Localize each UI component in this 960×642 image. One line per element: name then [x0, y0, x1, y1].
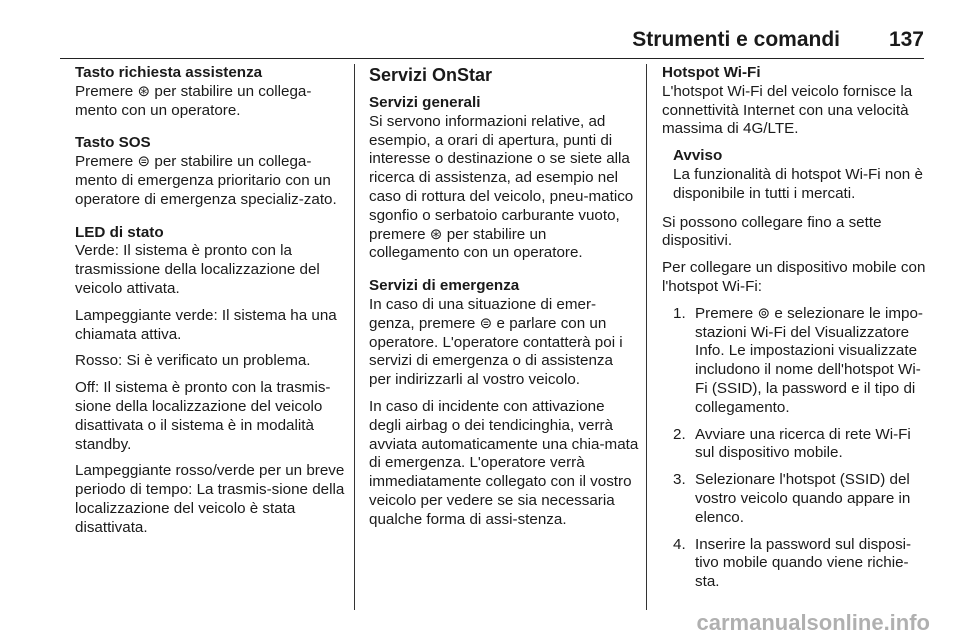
column-divider-left: [354, 64, 355, 610]
text-wifi-hotspot: L'hotspot Wi-Fi del veicolo fornisce la connettività Internet con una velocità massima di 4G/LTE.: [662, 82, 913, 138]
section-sos-button: [75, 134, 347, 209]
text-led-green-blinking: Lampeggiante verde: Il sistema ha una chiamata attiva.: [75, 306, 337, 343]
column-right: [662, 64, 930, 600]
page-header: [60, 24, 924, 59]
watermark: carmanualsonline.info: [696, 610, 930, 635]
text-note: La funzionalità di hotspot Wi-Fi non è disponibile in tutti i mercati.: [673, 165, 923, 202]
section-emergency-services: [369, 277, 639, 529]
text-led-red-green: Lampeggiante rosso/verde per un breve periodo di tempo: La trasmis-sione della localizzazione del veicolo è stata disattivata.: [75, 462, 345, 536]
section-assist-button: [75, 64, 347, 120]
section-general-services: [369, 94, 639, 263]
text-led-red: Rosso: Si è verificato un problema.: [75, 352, 311, 370]
heading-assist-button: Tasto richiesta assistenza: [75, 64, 263, 81]
text-led-green: Verde: Il sistema è pronto con la trasmissione della localizzazione del veicolo attivata.: [75, 242, 320, 297]
section-status-led: [75, 224, 347, 538]
page-title: Strumenti e comandi: [632, 28, 840, 51]
step-number: 2.: [673, 425, 686, 443]
heading-status-led: LED di stato: [75, 223, 164, 241]
step-number: 1.: [673, 304, 686, 322]
text-general-services: Si servono informazioni relative, ad esempio, a orari di apertura, punti di interesse o destinazione o se siete alla ricerca di assistenza, ad esempio nel caso di rottura del veicolo, pneu-matico sgonfio o serbatoio carburante vuoto, premere ⊛ per stabilire un collegamento con un operatore.: [369, 112, 634, 262]
heading-general-services: Servizi generali: [369, 94, 481, 111]
step-text: Avviare una ricerca di rete Wi-Fi sul dispositivo mobile.: [695, 425, 911, 462]
heading-wifi-hotspot: Hotspot Wi-Fi: [662, 64, 761, 81]
heading-sos-button: Tasto SOS: [75, 134, 151, 152]
column-left: [75, 64, 347, 552]
text-emergency-accident: In caso di incidente con attivazione degli airbag o dei tendicinghia, verrà avviata automaticamente una chia-mata di emergenza. L'operatore verrà immediatamente collegato con il vostro veicolo per vedere se sia necessaria qualche forma di assi-stenza.: [369, 397, 639, 528]
text-emergency-situation: In caso di una situazione di emer-genza, premere ⊜ e parlare con un operatore. L'operatore contatterà poi i servizi di emergenza o di assistenza per indirizzarli al vostro veicolo.: [369, 295, 623, 389]
list-item: [662, 536, 930, 592]
list-item: [662, 471, 930, 527]
text-max-devices: Si possono collegare fino a sette dispositivi.: [662, 213, 882, 250]
step-text: Inserire la password sul disposi-tivo mobile quando viene richie-sta.: [695, 535, 912, 591]
column-middle: [369, 64, 639, 544]
step-number: 4.: [673, 535, 686, 553]
note-box: [662, 147, 930, 203]
page-number: 137: [888, 28, 924, 51]
text-sos-button: Premere ⊜ per stabilire un collega-mento di emergenza prioritario con un operatore di emergenza specializ-zato.: [75, 153, 337, 208]
text-led-off: Off: Il sistema è pronto con la trasmis-sione della localizzazione del veicolo disattivata o il sistema è in modalità standby.: [75, 379, 331, 453]
text-connect-intro: Per collegare un dispositivo mobile con l'hotspot Wi-Fi:: [662, 259, 926, 295]
step-text: Selezionare l'hotspot (SSID) del vostro veicolo quando appare in elenco.: [695, 471, 911, 526]
step-number: 3.: [673, 471, 686, 489]
heading-emergency-services: Servizi di emergenza: [369, 277, 520, 295]
heading-onstar-services: Servizi OnStar: [369, 65, 493, 85]
list-item: [662, 426, 930, 464]
heading-note: Avviso: [673, 147, 723, 165]
step-text: Premere ⊚ e selezionare le impo-stazioni Wi-Fi del Visualizzatore Info. Le impostazioni visualizzate includono il nome dell'hotspot Wi-Fi (SSID), la password e il tipo di collegamento.: [695, 304, 923, 416]
column-divider-right: [646, 64, 647, 610]
list-item: [662, 305, 930, 418]
steps-list: [662, 305, 930, 592]
text-assist-button: Premere ⊛ per stabilire un collega-mento con un operatore.: [75, 82, 312, 119]
